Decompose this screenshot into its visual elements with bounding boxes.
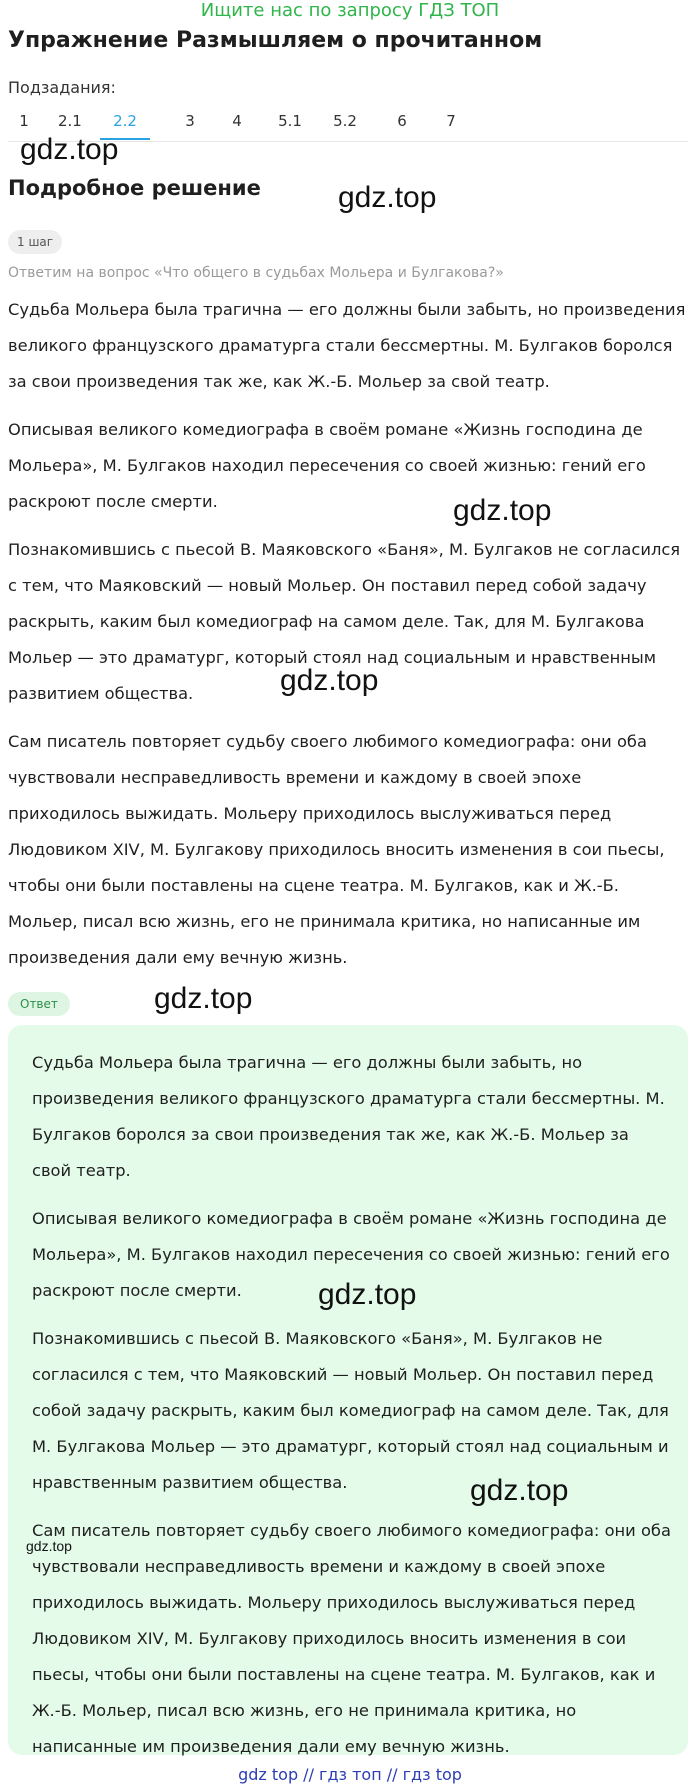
watermark: gdz.top [154, 982, 253, 1015]
watermark: gdz.top [338, 181, 437, 214]
solution-paragraph: Сам писатель повторяет судьбу своего любимого комедиографа: они оба чувствовали несправедливость времени и каждому в своей эпохе приходилось выжидать. Мольеру приходилось выслуживаться перед Людовиком XIV, М. Булгакову приходилось вносить изменения в сои пьесы, чтобы они были поставлены на сцене театра. М. Булгаков, как и Ж.-Б. Мольер, писал всю жизнь, его не принимала критика, но написанные им произведения дали ему вечную жизнь. [8, 732, 665, 967]
tab-6[interactable]: 6 [397, 112, 407, 130]
tab-2-2[interactable]: 2.2 [100, 110, 150, 140]
watermark: gdz.top [453, 494, 552, 527]
watermark: gdz.top [318, 1278, 417, 1311]
watermark: gdz.top [26, 1538, 72, 1554]
tab-4[interactable]: 4 [232, 112, 242, 130]
tab-1[interactable]: 1 [19, 112, 29, 130]
answer-paragraph: Познакомившись с пьесой В. Маяковского «Баня», М. Булгаков не согласился с тем, что Маяковский — новый Мольер. Он поставил перед собой задачу раскрыть, каким был комедиограф на самом деле. Так, для М. Булгакова Мольер — это драматург, который стоял над социальным и нравственным развитием общества. [32, 1329, 669, 1492]
watermark: gdz.top [20, 133, 119, 166]
solution-paragraph: Описывая великого комедиографа в своём романе «Жизнь господина де Мольера», М. Булгаков находил пересечения со своей жизнью: гений его раскроют после смерти. [8, 420, 646, 511]
subtasks-label: Подзадания: [8, 78, 116, 97]
tab-3[interactable]: 3 [185, 112, 195, 130]
answer-box [8, 1025, 688, 1755]
question-text: Ответим на вопрос «Что общего в судьбах Мольера и Булгакова?» [8, 265, 504, 281]
answer-paragraph: Судьба Мольера была трагична — его должны были забыть, но произведения великого французского драматурга стали бессмертны. М. Булгаков боролся за свои произведения так же, как Ж.-Б. Мольер за свой театр. [32, 1053, 665, 1180]
search-banner: Ищите нас по запросу ГДЗ ТОП [200, 0, 500, 21]
footer-links[interactable]: gdz top // гдз топ // гдз top [238, 1765, 462, 1784]
answer-badge: Ответ [8, 992, 70, 1016]
solution-paragraph: Судьба Мольера была трагична — его должны были забыть, но произведения великого французского драматурга стали бессмертны. М. Булгаков боролся за свои произведения так же, как Ж.-Б. Мольер за свой театр. [8, 300, 686, 391]
solution-text [8, 292, 692, 988]
watermark: gdz.top [280, 664, 379, 697]
tab-7[interactable]: 7 [446, 112, 456, 130]
solution-paragraph: Познакомившись с пьесой В. Маяковского «Баня», М. Булгаков не согласился с тем, что Маяковский — новый Мольер. Он поставил перед собой задачу раскрыть, каким был комедиограф на самом деле. Так, для М. Булгакова Мольер — это драматург, который стоял над социальным и нравственным развитием общества. [8, 540, 681, 703]
answer-paragraph: Сам писатель повторяет судьбу своего любимого комедиографа: они оба чувствовали несправедливость времени и каждому в своей эпохе приходилось выжидать. Мольеру приходилось выслуживаться перед Людовиком XIV, М. Булгакову приходилось вносить изменения в сои пьесы, чтобы они были поставлены на сцене театра. М. Булгаков, как и Ж.-Б. Мольер, писал всю жизнь, его не принимала критика, но написанные им произведения дали ему вечную жизнь. [32, 1521, 671, 1756]
answer-paragraph: Описывая великого комедиографа в своём романе «Жизнь господина де Мольера», М. Булгаков находил пересечения со своей жизнью: гений его раскроют после смерти. [32, 1209, 670, 1300]
tab-5-2[interactable]: 5.2 [333, 112, 357, 130]
step-badge: 1 шаг [8, 230, 62, 254]
watermark: gdz.top [470, 1474, 569, 1507]
page-title: Упражнение Размышляем о прочитанном [8, 28, 543, 53]
section-title: Подробное решение [8, 176, 261, 200]
tab-5-1[interactable]: 5.1 [278, 112, 302, 130]
tab-2-1[interactable]: 2.1 [58, 112, 82, 130]
